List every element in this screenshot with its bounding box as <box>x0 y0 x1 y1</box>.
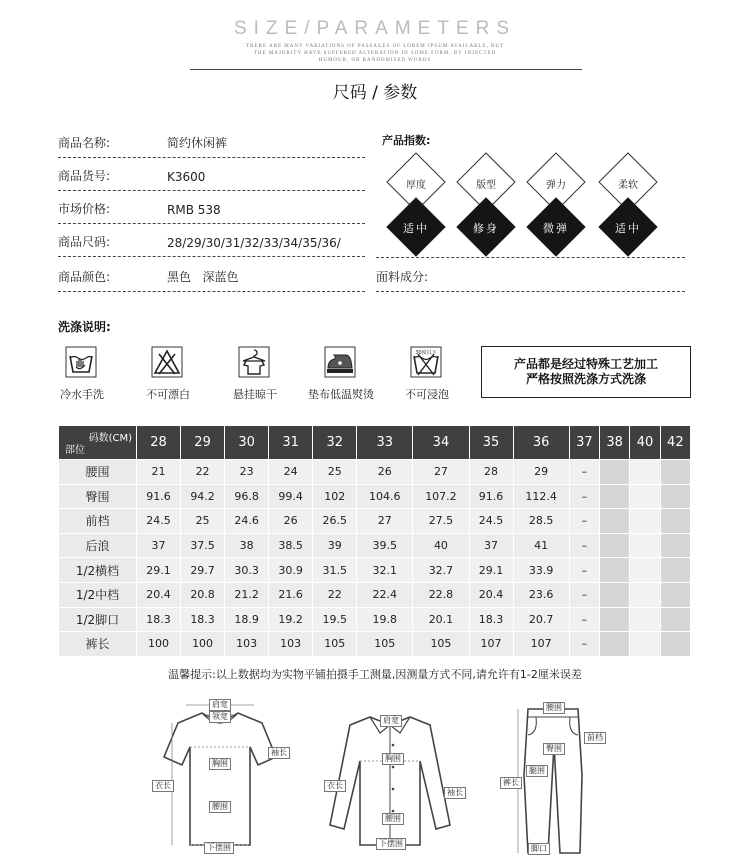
size-header: 33 <box>357 426 413 460</box>
table-cell: 31.5 <box>313 558 357 583</box>
table-cell <box>600 607 630 632</box>
indicator-thickness <box>386 156 446 246</box>
pants-diagram <box>498 695 638 860</box>
row-label: 1/2脚口 <box>59 607 137 632</box>
info-row-price <box>58 194 365 224</box>
size-header: 37 <box>569 426 599 460</box>
table-cell <box>600 558 630 583</box>
table-cell: 18.9 <box>225 607 269 632</box>
row-label: 1/2横档 <box>59 558 137 583</box>
table-cell: 18.3 <box>181 607 225 632</box>
indicator-divider <box>376 257 685 258</box>
info-row-name <box>58 128 365 158</box>
table-cell: 29.1 <box>137 558 181 583</box>
table-cell: – <box>569 607 599 632</box>
tag-sleeve: 袖长 <box>268 747 290 759</box>
tag-sleeve: 袖长 <box>444 787 466 799</box>
indicator-softness <box>598 156 658 246</box>
table-cell: 22.8 <box>413 582 469 607</box>
tag-hem: 下摆围 <box>204 842 234 854</box>
indicator-value: 修身 <box>473 222 499 235</box>
no-bleach-icon <box>151 346 183 378</box>
table-row <box>59 484 691 509</box>
tag-length: 衣长 <box>152 780 174 792</box>
hand-wash-icon <box>65 346 97 378</box>
iron-low-icon <box>324 346 356 378</box>
indicator-fit <box>456 156 516 246</box>
tag-length: 衣长 <box>324 780 346 792</box>
table-cell <box>630 484 660 509</box>
size-header: 35 <box>469 426 513 460</box>
header-divider <box>190 69 582 70</box>
table-cell: 25 <box>181 509 225 534</box>
table-row <box>59 632 691 657</box>
table-cell: 20.4 <box>469 582 513 607</box>
table-cell: – <box>569 533 599 558</box>
table-cell: 33.9 <box>513 558 569 583</box>
table-cell: 37.5 <box>181 533 225 558</box>
wash-item-hang-dry <box>210 346 300 406</box>
measurement-tip: 温馨提示:以上数据均为实物平铺拍摄手工测量,因测量方式不同,请允许有1-2厘米误差 <box>168 668 582 681</box>
table-cell: 112.4 <box>513 484 569 509</box>
table-cell: 18.3 <box>137 607 181 632</box>
tag-waist: 腰围 <box>382 813 404 825</box>
table-cell: 22 <box>181 460 225 485</box>
no-soak-icon <box>410 346 442 378</box>
table-cell: 96.8 <box>225 484 269 509</box>
table-cell <box>660 460 690 485</box>
table-cell: – <box>569 558 599 583</box>
table-cell <box>600 460 630 485</box>
table-cell <box>630 582 660 607</box>
table-cell: 32.7 <box>413 558 469 583</box>
table-cell <box>660 582 690 607</box>
table-cell: 25 <box>313 460 357 485</box>
table-cell: 18.3 <box>469 607 513 632</box>
info-value: RMB 538 <box>167 203 221 217</box>
table-cell <box>630 607 660 632</box>
table-cell: 41 <box>513 533 569 558</box>
tag-collar: 领宽 <box>209 711 231 723</box>
corner-part-label: 部位 <box>65 445 85 456</box>
table-cell: 24 <box>269 460 313 485</box>
table-cell: 20.1 <box>413 607 469 632</box>
indicator-value: 适中 <box>403 222 429 235</box>
tag-shoulder: 肩宽 <box>209 699 231 711</box>
table-cell: 27.5 <box>413 509 469 534</box>
table-cell: 28 <box>469 460 513 485</box>
tag-hip: 臀围 <box>543 743 565 755</box>
table-cell <box>630 509 660 534</box>
tag-rise: 前档 <box>584 732 606 744</box>
tag-chest: 胸围 <box>209 758 231 770</box>
table-cell: 30.3 <box>225 558 269 583</box>
info-label: 市场价格: <box>58 202 111 216</box>
wash-item-no-soak <box>382 346 472 406</box>
wash-item-iron-low <box>296 346 386 406</box>
wash-label: 不可漂白 <box>146 388 190 401</box>
table-cell: 22 <box>313 582 357 607</box>
table-cell: 91.6 <box>469 484 513 509</box>
table-cell <box>630 460 660 485</box>
table-cell: 91.6 <box>137 484 181 509</box>
indicator-value: 适中 <box>615 222 641 235</box>
row-label: 裤长 <box>59 632 137 657</box>
table-cell: 26.5 <box>313 509 357 534</box>
table-cell <box>600 484 630 509</box>
table-cell <box>660 509 690 534</box>
table-row <box>59 607 691 632</box>
table-cell: 26 <box>269 509 313 534</box>
table-cell <box>630 558 660 583</box>
table-cell: 23.6 <box>513 582 569 607</box>
indicator-value: 微弹 <box>543 222 569 235</box>
table-cell: 107.2 <box>413 484 469 509</box>
size-table <box>58 425 691 657</box>
info-value: K3600 <box>167 170 206 184</box>
table-cell: 104.6 <box>357 484 413 509</box>
table-cell: 20.4 <box>137 582 181 607</box>
table-row <box>59 460 691 485</box>
table-cell: 32.1 <box>357 558 413 583</box>
size-header-row <box>59 426 691 460</box>
size-header: 31 <box>269 426 313 460</box>
table-cell: 40 <box>413 533 469 558</box>
table-cell: 105 <box>413 632 469 657</box>
table-row <box>59 533 691 558</box>
table-cell: 30.9 <box>269 558 313 583</box>
table-cell <box>600 509 630 534</box>
wash-label: 不可浸泡 <box>405 388 449 401</box>
hang-dry-icon <box>238 346 270 378</box>
size-header: 30 <box>225 426 269 460</box>
table-cell <box>660 632 690 657</box>
table-cell: 38 <box>225 533 269 558</box>
table-cell: – <box>569 460 599 485</box>
table-cell <box>660 533 690 558</box>
table-cell: 24.5 <box>469 509 513 534</box>
wash-label: 悬挂晾干 <box>233 388 277 401</box>
table-cell: 38.5 <box>269 533 313 558</box>
table-cell: 26 <box>357 460 413 485</box>
row-label: 腰围 <box>59 460 137 485</box>
table-cell: 21 <box>137 460 181 485</box>
table-cell: 107 <box>513 632 569 657</box>
row-label: 前档 <box>59 509 137 534</box>
table-cell <box>660 484 690 509</box>
table-cell: 22.4 <box>357 582 413 607</box>
tag-thigh: 腿围 <box>526 765 548 777</box>
info-value: 28/29/30/31/32/33/34/35/36/ <box>167 236 341 250</box>
table-cell: 99.4 <box>269 484 313 509</box>
table-cell: 28.5 <box>513 509 569 534</box>
table-row <box>59 558 691 583</box>
table-cell: 27 <box>357 509 413 534</box>
size-header: 38 <box>600 426 630 460</box>
info-label: 商品名称: <box>58 136 111 150</box>
table-cell: 19.2 <box>269 607 313 632</box>
table-cell: 24.5 <box>137 509 181 534</box>
wash-item-hand-wash <box>37 346 127 406</box>
size-header: 34 <box>413 426 469 460</box>
size-table-body <box>59 460 691 657</box>
tshirt-diagram <box>150 695 290 860</box>
table-cell: 39 <box>313 533 357 558</box>
table-cell: 100 <box>137 632 181 657</box>
table-cell: 21.6 <box>269 582 313 607</box>
table-cell: – <box>569 509 599 534</box>
table-cell: 102 <box>313 484 357 509</box>
size-header: 28 <box>137 426 181 460</box>
table-cell: 29 <box>513 460 569 485</box>
table-cell: 39.5 <box>357 533 413 558</box>
table-cell: 29.7 <box>181 558 225 583</box>
washing-title: 洗涤说明: <box>58 320 111 334</box>
size-header: 29 <box>181 426 225 460</box>
header-subtitle <box>0 43 750 64</box>
table-cell: 23 <box>225 460 269 485</box>
table-cell: 20.8 <box>181 582 225 607</box>
info-value: 简约休闲裤 <box>167 136 228 150</box>
table-cell <box>660 607 690 632</box>
header-subtitle-line: THE MAJORITY HAVE SUFFERED ALTERATION IN SOME FORM, BY INJECTED <box>253 51 497 56</box>
shirt-diagram <box>320 695 463 860</box>
table-cell <box>600 632 630 657</box>
wash-label: 冷水手洗 <box>60 388 104 401</box>
section-title: 尺码 / 参数 <box>332 83 418 103</box>
indicator-label: 厚度 <box>406 180 426 191</box>
table-cell: 24.6 <box>225 509 269 534</box>
notice-line: 产品都是经过特殊工艺加工 <box>513 357 658 371</box>
washing-notice <box>481 346 691 398</box>
size-header: 32 <box>313 426 357 460</box>
info-label: 商品尺码: <box>58 235 111 249</box>
table-cell: 105 <box>357 632 413 657</box>
corner-size-label: 码数(CM) <box>88 433 132 444</box>
size-header: 42 <box>660 426 690 460</box>
table-cell: 27 <box>413 460 469 485</box>
table-cell: – <box>569 632 599 657</box>
table-cell: – <box>569 484 599 509</box>
tag-chest: 胸围 <box>382 753 404 765</box>
table-cell: 105 <box>313 632 357 657</box>
size-header: 36 <box>513 426 569 460</box>
row-label: 1/2中档 <box>59 582 137 607</box>
tag-waist: 腰围 <box>209 801 231 813</box>
indicator-label: 柔软 <box>618 180 638 191</box>
wash-item-no-bleach <box>123 346 213 406</box>
indicator-elasticity <box>526 156 586 246</box>
table-cell: – <box>569 582 599 607</box>
svg-text:30度以下: 30度以下 <box>415 350 437 356</box>
table-cell: 29.1 <box>469 558 513 583</box>
table-row <box>59 582 691 607</box>
table-cell: 19.8 <box>357 607 413 632</box>
indicator-label: 弹力 <box>546 180 566 191</box>
table-row <box>59 509 691 534</box>
header-subtitle-line: HUMOUR, OR RANDOMISED WORDS <box>318 58 432 63</box>
table-cell: 19.5 <box>313 607 357 632</box>
table-cell: 103 <box>225 632 269 657</box>
fabric-label: 面料成分: <box>376 270 429 284</box>
table-cell: 37 <box>469 533 513 558</box>
info-row-sku <box>58 161 365 191</box>
table-cell <box>600 582 630 607</box>
tag-shoulder: 肩宽 <box>380 715 402 727</box>
table-cell: 107 <box>469 632 513 657</box>
table-cell: 37 <box>137 533 181 558</box>
tag-waist: 腰围 <box>543 702 565 714</box>
table-cell <box>630 533 660 558</box>
fabric-row <box>376 262 685 292</box>
header-title: SIZE/PARAMETERS <box>233 18 516 39</box>
row-label: 后浪 <box>59 533 137 558</box>
table-cell <box>630 632 660 657</box>
header-subtitle-line: THERE ARE MANY VARIATIONS OF PASSAGES OF LOREM IPSUM AVAILABLE, BUT <box>245 44 505 49</box>
table-cell: 103 <box>269 632 313 657</box>
table-cell: 94.2 <box>181 484 225 509</box>
table-cell: 20.7 <box>513 607 569 632</box>
tag-hem: 下摆围 <box>376 838 406 850</box>
table-cell <box>660 558 690 583</box>
table-cell: 100 <box>181 632 225 657</box>
info-value: 黑色 深蓝色 <box>167 270 239 284</box>
indicator-label: 版型 <box>476 180 496 191</box>
info-row-sizes <box>58 227 365 257</box>
indicators-title: 产品指数: <box>382 134 431 147</box>
table-corner <box>59 426 137 460</box>
notice-line: 严格按照洗涤方式洗涤 <box>525 372 646 386</box>
row-label: 臀围 <box>59 484 137 509</box>
size-header: 40 <box>630 426 660 460</box>
table-cell: 21.2 <box>225 582 269 607</box>
info-label: 商品货号: <box>58 169 111 183</box>
tag-hem: 脚口 <box>528 843 550 855</box>
info-row-colors <box>58 262 365 292</box>
wash-label: 垫布低温熨烫 <box>308 388 374 401</box>
table-cell <box>600 533 630 558</box>
info-label: 商品颜色: <box>58 270 111 284</box>
tag-inseam: 裤长 <box>500 777 522 789</box>
